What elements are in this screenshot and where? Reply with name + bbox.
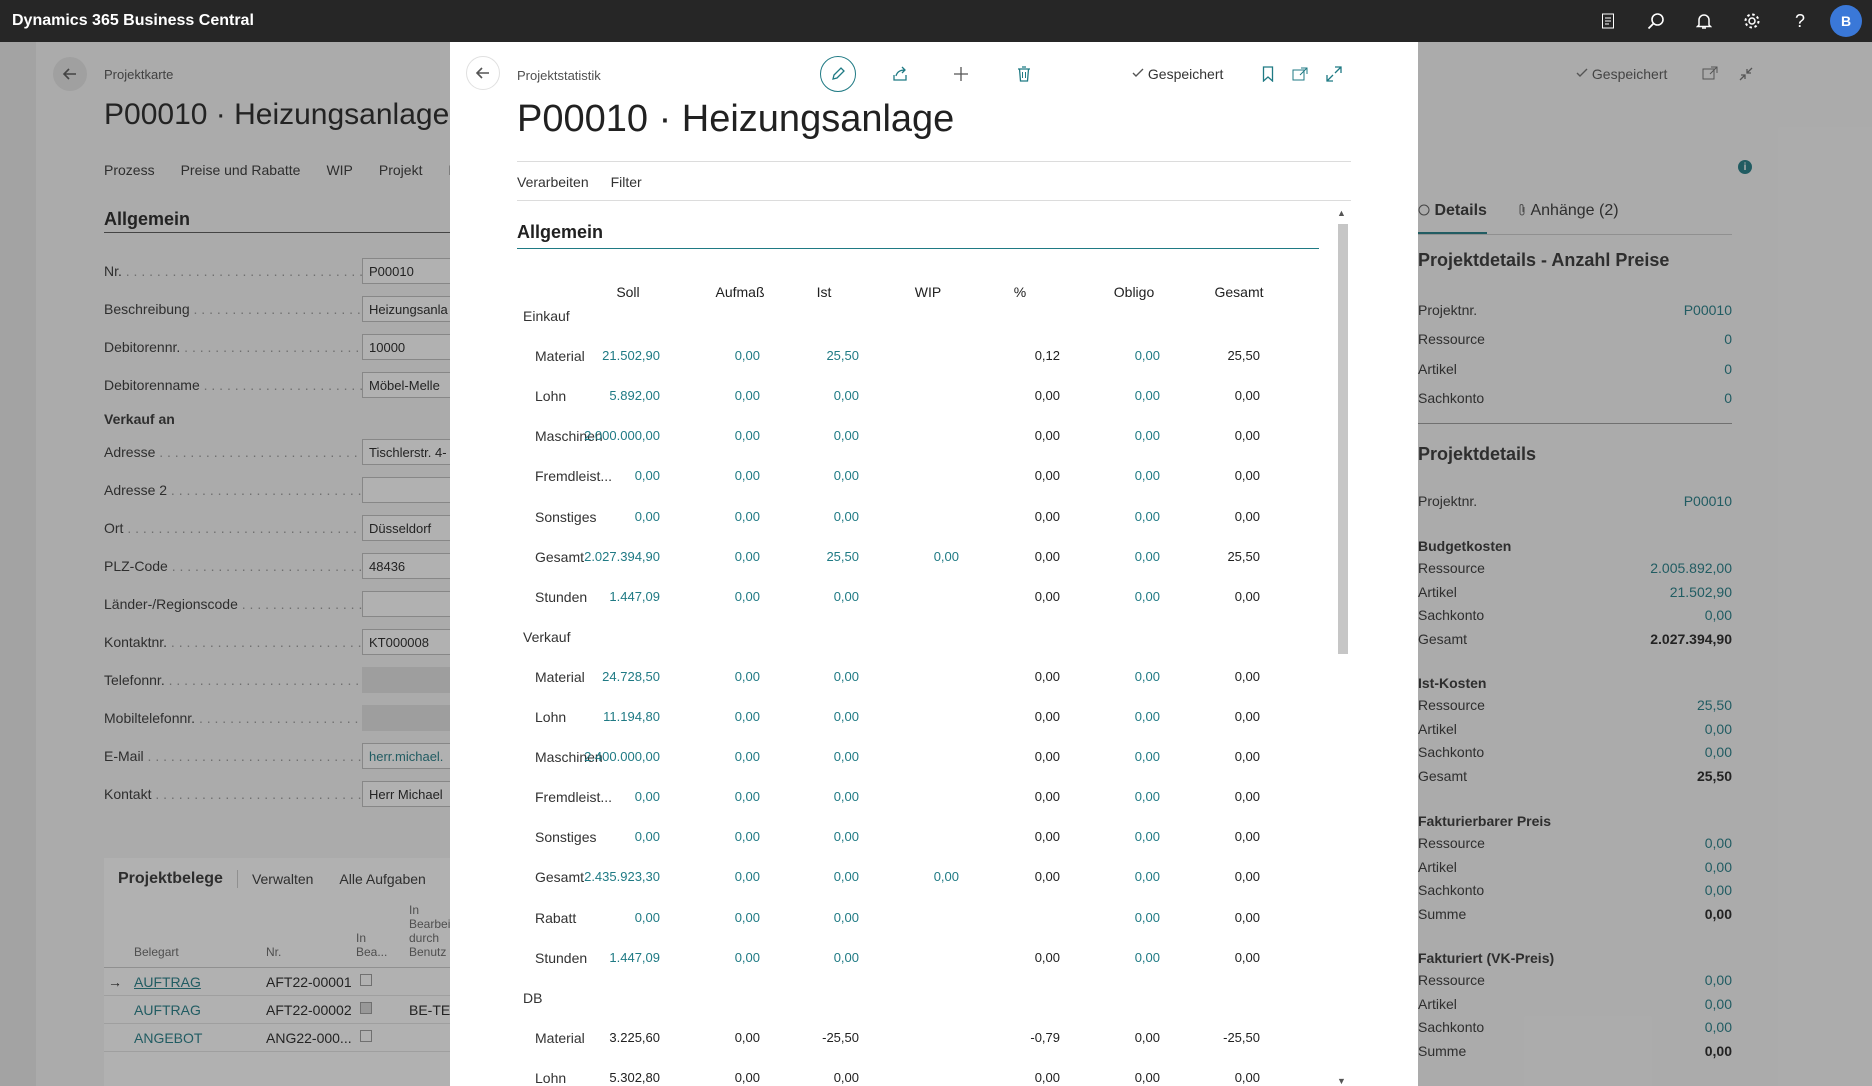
factbox-label: Ressource (1418, 972, 1485, 988)
row-label: Lohn (535, 709, 567, 725)
scrollbar[interactable] (1336, 208, 1350, 1086)
action-verarbeiten[interactable]: Verarbeiten (517, 174, 589, 190)
factbox-value[interactable]: 0,00 (1704, 720, 1732, 737)
column-header[interactable]: Gesamt (1214, 284, 1264, 300)
dialog-title: P00010 · Heizungsanlage (517, 98, 955, 140)
stat-cell: 0,00 (1034, 869, 1060, 885)
factbox-label: Artikel (1418, 858, 1457, 875)
column-header[interactable]: Soll (616, 284, 640, 300)
row-label: Fremdleist... (535, 468, 613, 485)
stat-cell: 0,00 (1234, 829, 1260, 845)
field-input[interactable]: 10000 (362, 334, 464, 360)
field-label: Adresse . . . (104, 444, 362, 460)
breadcrumb: Projektkarte (104, 67, 174, 82)
stat-cell: 0,00 (1034, 388, 1060, 404)
belegart-link[interactable]: AUFTRAG (134, 1002, 201, 1018)
factbox-value[interactable]: 2.005.892,00 (1650, 560, 1732, 576)
title-divider (517, 161, 1351, 162)
field-label: PLZ-Code . . . (104, 558, 362, 574)
stat-cell[interactable]: 0,00 (833, 709, 859, 724)
tab-anhaenge-label: Anhänge (2) (1530, 202, 1619, 219)
row-label: Rabatt (535, 909, 577, 926)
document-icon[interactable] (1584, 0, 1632, 42)
expand-icon[interactable] (1316, 56, 1352, 92)
factbox-group-title: Ist-Kosten (1418, 675, 1487, 691)
projektstatistik-dialog (450, 42, 1418, 1086)
factbox-label: Sachkonto (1418, 1019, 1485, 1035)
action-item[interactable]: Projekt (378, 162, 423, 178)
column-header[interactable]: Aufmaß (715, 284, 765, 300)
stat-cell[interactable]: 1.447,09 (609, 949, 660, 965)
stat-cell[interactable]: 0,00 (833, 668, 859, 684)
field-input[interactable]: herr.michael. (362, 743, 464, 769)
stat-cell[interactable]: 0,00 (1134, 869, 1160, 885)
action-filter[interactable]: Filter (610, 174, 642, 190)
factbox-value[interactable]: 0,00 (1704, 835, 1732, 851)
stat-cell[interactable]: 0,00 (1134, 388, 1160, 404)
saved-text: Gespeichert (1147, 66, 1224, 82)
group-label: Einkauf (523, 308, 570, 324)
stat-cell[interactable]: 0,00 (634, 909, 660, 925)
factbox-label: Artikel (1418, 995, 1457, 1012)
check-icon (1576, 67, 1588, 79)
factbox-value: 0,00 (1704, 1042, 1732, 1059)
stat-cell[interactable]: 0,00 (1134, 909, 1160, 925)
stat-cell: 0,00 (734, 1029, 760, 1045)
open-new-window-icon[interactable] (1282, 56, 1318, 92)
stat-cell[interactable]: 0,00 (734, 949, 760, 965)
stat-cell: 0,00 (1034, 1069, 1060, 1085)
arrow-right-icon: → (108, 974, 122, 990)
stat-cell[interactable]: 0,00 (833, 508, 859, 524)
share-icon[interactable] (882, 56, 918, 92)
field-label: Kontaktnr. . . . (104, 634, 362, 650)
factbox-group-title: Fakturiert (VK-Preis) (1418, 950, 1555, 966)
row-label: Material (535, 1029, 585, 1046)
add-icon[interactable] (943, 56, 979, 92)
subheader-verkauf-an: Verkauf an (104, 411, 175, 427)
factbox-label: Sachkonto (1418, 744, 1485, 760)
stat-cell: 0,00 (1134, 1069, 1160, 1085)
factbox-value[interactable]: 0,00 (1704, 607, 1732, 623)
background-saved-status (1576, 66, 1667, 82)
factbox-label: Sachkonto (1418, 390, 1485, 406)
breadcrumb: Projektstatistik (517, 68, 601, 83)
stat-cell: 0,00 (1234, 949, 1260, 965)
stat-cell[interactable]: 0,00 (1134, 588, 1160, 604)
field-label: Ort . . . (104, 520, 362, 536)
dialog-action-bar (517, 174, 642, 190)
action-divider (517, 200, 1351, 201)
stat-cell: 0,00 (1234, 709, 1260, 724)
statistics-content (517, 210, 1331, 1086)
field-input[interactable]: Herr Michael (362, 781, 464, 807)
field-label: Beschreibung . . . (104, 301, 362, 317)
stat-cell: 0,00 (1134, 1029, 1160, 1045)
stat-cell[interactable]: 0,00 (833, 428, 859, 444)
factbox-label: Sachkonto (1418, 882, 1485, 898)
row-label: Sonstiges (535, 829, 597, 846)
stat-cell[interactable]: 0,00 (833, 468, 859, 484)
dialog-toolbar (450, 56, 1418, 92)
row-label: Maschinen (535, 749, 603, 766)
row-label: Stunden (535, 949, 588, 966)
stat-cell[interactable]: 0,00 (1134, 468, 1160, 484)
field-label: Länder-/Regionscode . . . (104, 596, 362, 612)
factbox-value-link[interactable]: 0 (1724, 331, 1732, 347)
stat-cell[interactable]: 2.027.394,90 (584, 548, 660, 564)
bookmark-icon[interactable] (1250, 56, 1286, 92)
top-bar-icons (1584, 0, 1872, 42)
factbox-label: Projektnr. (1418, 302, 1478, 318)
factbox-value[interactable]: 0,00 (1704, 744, 1732, 760)
stat-cell[interactable]: 0,00 (734, 388, 760, 404)
saved-status (1132, 66, 1223, 82)
col-in-bearbeitung[interactable]: In Bearbei durch Benutz (409, 903, 451, 959)
stat-cell: 0,00 (1034, 949, 1060, 965)
field-input[interactable]: KT000008 (362, 629, 464, 655)
factbox-label: Ressource (1418, 697, 1485, 713)
info-icon[interactable]: i (1738, 160, 1752, 174)
search-icon[interactable] (1632, 0, 1680, 42)
group-label: DB (523, 989, 543, 1006)
stat-cell[interactable]: 0,00 (833, 829, 859, 845)
stat-cell: 5.302,80 (609, 1069, 660, 1085)
row-label: Lohn (535, 1069, 567, 1086)
belege-title[interactable]: Projektbelege (104, 870, 238, 888)
stat-cell[interactable]: 0,00 (634, 508, 660, 524)
stat-cell[interactable]: 0,00 (833, 869, 859, 885)
belege-action-verwalten[interactable]: Verwalten (251, 871, 314, 887)
field-label: Telefonnr. . . . (104, 672, 362, 688)
stat-cell[interactable]: 0,00 (734, 508, 760, 524)
row-label: Fremdleist... (535, 789, 613, 806)
factbox-label: Artikel (1418, 720, 1457, 737)
field-label: Nr. . . . (104, 263, 362, 279)
edit-icon[interactable] (820, 56, 856, 92)
stat-cell[interactable]: 0,00 (734, 709, 760, 724)
factbox-value-link[interactable]: 0 (1724, 390, 1732, 406)
stat-cell[interactable]: 0,00 (734, 428, 760, 444)
stat-cell[interactable]: 0,00 (833, 749, 859, 765)
factbox-label: Gesamt (1418, 630, 1468, 647)
stat-cell[interactable]: 24.728,50 (602, 668, 660, 684)
stat-cell: 0,00 (1034, 428, 1060, 444)
factbox-label: Gesamt (1418, 767, 1468, 784)
field-label: Debitorennr. . . . (104, 339, 362, 355)
row-label: Gesamt (535, 548, 585, 565)
factbox-label: Sachkonto (1418, 607, 1485, 623)
stat-cell: 0,00 (1234, 388, 1260, 404)
factbox-label: Summe (1418, 1042, 1467, 1059)
column-header[interactable]: Ist (816, 284, 832, 300)
stat-cell: 25,50 (1227, 348, 1260, 364)
factbox-heading-anzahl-preise: Projektdetails - Anzahl Preise (1418, 250, 1670, 270)
stat-cell[interactable]: 0,00 (833, 949, 859, 965)
row-label: Maschinen (535, 428, 603, 445)
stat-cell: 0,00 (1234, 668, 1260, 684)
stat-cell[interactable]: 0,00 (1134, 829, 1160, 845)
stat-cell: 0,00 (734, 1069, 760, 1085)
factbox-value: 2.027.394,90 (1650, 630, 1732, 647)
action-item[interactable]: Prozess (104, 162, 155, 178)
beleg-nr: AFT22-00002 (266, 1002, 352, 1018)
stat-cell: 0,00 (1234, 468, 1260, 484)
factbox-label: Ressource (1418, 331, 1485, 347)
stat-cell[interactable]: 0,00 (734, 829, 760, 845)
stat-cell: 0,00 (1234, 428, 1260, 444)
stat-cell[interactable]: 0,00 (734, 668, 760, 684)
row-label: Stunden (535, 588, 588, 605)
stat-cell[interactable]: 2.400.000,00 (584, 749, 660, 765)
stat-cell: 0,00 (833, 1069, 859, 1085)
collapse-icon[interactable] (1738, 66, 1754, 85)
check-icon (1132, 67, 1144, 79)
stat-cell[interactable]: 0,00 (734, 548, 760, 564)
tab-details-label: Details (1434, 202, 1487, 219)
stat-cell[interactable]: 0,00 (833, 909, 859, 925)
column-header[interactable]: Obligo (1113, 284, 1155, 300)
scroll-up-icon[interactable]: ▲ (1337, 208, 1346, 218)
stat-cell[interactable]: 0,00 (1134, 749, 1160, 765)
factbox-value[interactable]: 0,00 (1704, 972, 1732, 988)
factbox-value: 25,50 (1696, 767, 1732, 784)
field-input[interactable]: Tischlerstr. 4- (362, 439, 464, 465)
factbox-heading-projektdetails: Projektdetails (1418, 444, 1537, 464)
stat-cell: 0,00 (1034, 548, 1060, 564)
stat-cell[interactable]: 0,00 (734, 468, 760, 484)
scrollbar-thumb[interactable] (1338, 224, 1348, 654)
factbox-value-link[interactable]: P00010 (1683, 493, 1732, 509)
stat-cell: 0,00 (1034, 789, 1060, 805)
stat-cell[interactable]: 21.502,90 (602, 348, 660, 364)
factbox-value[interactable]: 25,50 (1696, 697, 1732, 713)
group-label: Verkauf (523, 628, 571, 645)
factbox-value[interactable]: 0,00 (1704, 882, 1732, 898)
stat-cell: 0,00 (1234, 508, 1260, 524)
field-label: Debitorenname . . . (104, 377, 362, 393)
stat-cell[interactable]: 0,00 (734, 348, 760, 364)
stat-cell[interactable]: 0,00 (1134, 668, 1160, 684)
stat-cell[interactable]: 2.000.000,00 (584, 428, 660, 444)
section-header-allgemein[interactable]: Allgemein (104, 209, 191, 229)
stat-cell: 0,00 (1034, 709, 1060, 724)
col-nr[interactable]: Nr. (266, 945, 282, 959)
top-bar (0, 0, 1872, 42)
stat-cell[interactable]: 0,00 (634, 468, 660, 484)
stat-cell: -25,50 (1223, 1029, 1260, 1045)
row-label: Lohn (535, 388, 567, 405)
stat-cell[interactable]: 25,50 (826, 548, 859, 564)
row-label: Material (535, 348, 585, 365)
field-input[interactable]: Heizungsanla (362, 296, 464, 322)
gear-icon[interactable] (1728, 0, 1776, 42)
field-label: E-Mail . . . (104, 748, 362, 764)
stat-cell: 0,12 (1034, 348, 1060, 364)
stat-cell[interactable]: 0,00 (734, 869, 760, 885)
stat-cell[interactable]: 25,50 (826, 348, 859, 364)
stat-cell: 0,00 (1234, 909, 1260, 925)
app-title[interactable]: Dynamics 365 Business Central (12, 12, 254, 29)
stat-cell[interactable]: 0,00 (734, 588, 760, 604)
stat-cell[interactable]: 0,00 (1134, 709, 1160, 724)
field-input[interactable]: 48436 (362, 553, 464, 579)
field-input[interactable]: Möbel-Melle (362, 372, 464, 398)
factbox-value-link[interactable]: P00010 (1683, 302, 1732, 318)
stat-cell: 0,00 (1034, 749, 1060, 765)
page-title: P00010 · Heizungsanlage (104, 98, 450, 131)
stat-cell: -25,50 (822, 1029, 859, 1045)
factbox-value[interactable]: 0,00 (1704, 1019, 1732, 1035)
stat-cell: -0,79 (1030, 1029, 1060, 1045)
stat-cell: 0,00 (1234, 869, 1260, 885)
factbox-label: Ressource (1418, 835, 1485, 851)
stat-cell: 0,00 (1034, 468, 1060, 484)
action-item[interactable]: WIP (326, 162, 353, 178)
stat-cell[interactable]: 0,00 (734, 789, 760, 805)
field-label: Kontakt . . . (104, 786, 362, 802)
field-input[interactable]: P00010 (362, 258, 464, 284)
stat-cell[interactable]: 0,00 (833, 388, 859, 404)
stat-cell[interactable]: 5.892,00 (609, 388, 660, 404)
field-label: Mobiltelefonnr. . . . (104, 710, 362, 726)
stat-cell: 0,00 (1034, 508, 1060, 524)
factbox-group-title: Fakturierbarer Preis (1418, 813, 1552, 829)
stat-cell: 0,00 (1034, 588, 1060, 604)
col-belegart[interactable]: Belegart (134, 945, 179, 959)
column-header[interactable]: % (1013, 284, 1027, 300)
beleg-nr: ANG22-000... (266, 1030, 352, 1046)
factbox-value[interactable]: 0,00 (1704, 858, 1732, 875)
section-header-allgemein[interactable]: Allgemein (517, 222, 604, 242)
stat-cell[interactable]: 0,00 (1134, 789, 1160, 805)
stat-cell[interactable]: 0,00 (1134, 508, 1160, 524)
factbox-value[interactable]: 0,00 (1704, 995, 1732, 1012)
delete-icon[interactable] (1006, 56, 1042, 92)
stat-cell: 0,00 (1234, 749, 1260, 765)
factbox-label: Ressource (1418, 560, 1485, 576)
factbox-label: Projektnr. (1418, 493, 1478, 509)
stat-cell: 0,00 (1234, 1069, 1260, 1085)
row-label: Sonstiges (535, 508, 597, 525)
factbox-value[interactable]: 21.502,90 (1669, 583, 1732, 600)
stat-cell[interactable]: 11.194,80 (603, 709, 660, 724)
stat-cell[interactable]: 0,00 (634, 789, 660, 805)
belegart-link[interactable]: AUFTRAG (134, 974, 201, 990)
stat-cell[interactable]: 0,00 (734, 749, 760, 765)
saved-text: Gespeichert (1591, 66, 1668, 82)
stat-cell: 0,00 (1034, 829, 1060, 845)
stat-cell[interactable]: 0,00 (1134, 548, 1160, 564)
stat-cell: 3.225,60 (609, 1029, 660, 1045)
factbox-label: Summe (1418, 905, 1467, 922)
help-icon[interactable]: ? (1794, 10, 1805, 31)
stat-cell[interactable]: 0,00 (634, 829, 660, 845)
factbox-label: Artikel (1418, 583, 1457, 600)
column-header[interactable]: WIP (914, 284, 942, 300)
belegart-link[interactable]: ANGEBOT (134, 1030, 203, 1046)
factbox-value-link[interactable]: 0 (1724, 361, 1732, 377)
factbox-value: 0,00 (1704, 905, 1732, 922)
stat-cell[interactable]: 0,00 (933, 869, 959, 885)
factbox-label: Artikel (1418, 361, 1457, 377)
open-new-window-icon[interactable] (1702, 66, 1718, 83)
avatar[interactable]: B (1830, 5, 1862, 37)
col-in-bea[interactable]: In Bea... (356, 931, 388, 959)
stat-cell: 25,50 (1227, 548, 1260, 564)
row-label: Gesamt (535, 869, 585, 886)
stat-cell[interactable]: 1.447,09 (609, 588, 660, 604)
action-item[interactable]: Preise und Rabatte (180, 162, 301, 178)
bell-icon[interactable] (1680, 0, 1728, 42)
stat-cell[interactable]: 0,00 (833, 588, 859, 604)
stat-cell: 0,00 (1034, 668, 1060, 684)
field-input[interactable]: Düsseldorf (362, 515, 464, 541)
stat-cell[interactable]: 2.435.923,30 (584, 869, 660, 885)
bearbeitung-user: BE-TE (409, 1002, 451, 1018)
factbox-group-title: Budgetkosten (1418, 538, 1512, 554)
field-label: Adresse 2 . . . (104, 482, 362, 498)
stat-cell[interactable]: 0,00 (1134, 949, 1160, 965)
stat-cell: 0,00 (1234, 789, 1260, 805)
stat-cell[interactable]: 0,00 (1134, 348, 1160, 364)
stat-cell: 0,00 (1234, 588, 1260, 604)
section-divider (517, 248, 1319, 249)
scroll-down-icon[interactable]: ▼ (1337, 1076, 1346, 1086)
stat-cell[interactable]: 0,00 (833, 789, 859, 805)
row-label: Material (535, 668, 585, 685)
stat-cell[interactable]: 0,00 (1134, 428, 1160, 444)
beleg-nr: AFT22-00001 (266, 974, 352, 990)
stat-cell[interactable]: 0,00 (734, 909, 760, 925)
belege-action-alle-aufgaben[interactable]: Alle Aufgaben (339, 871, 426, 887)
stat-cell[interactable]: 0,00 (933, 548, 959, 564)
